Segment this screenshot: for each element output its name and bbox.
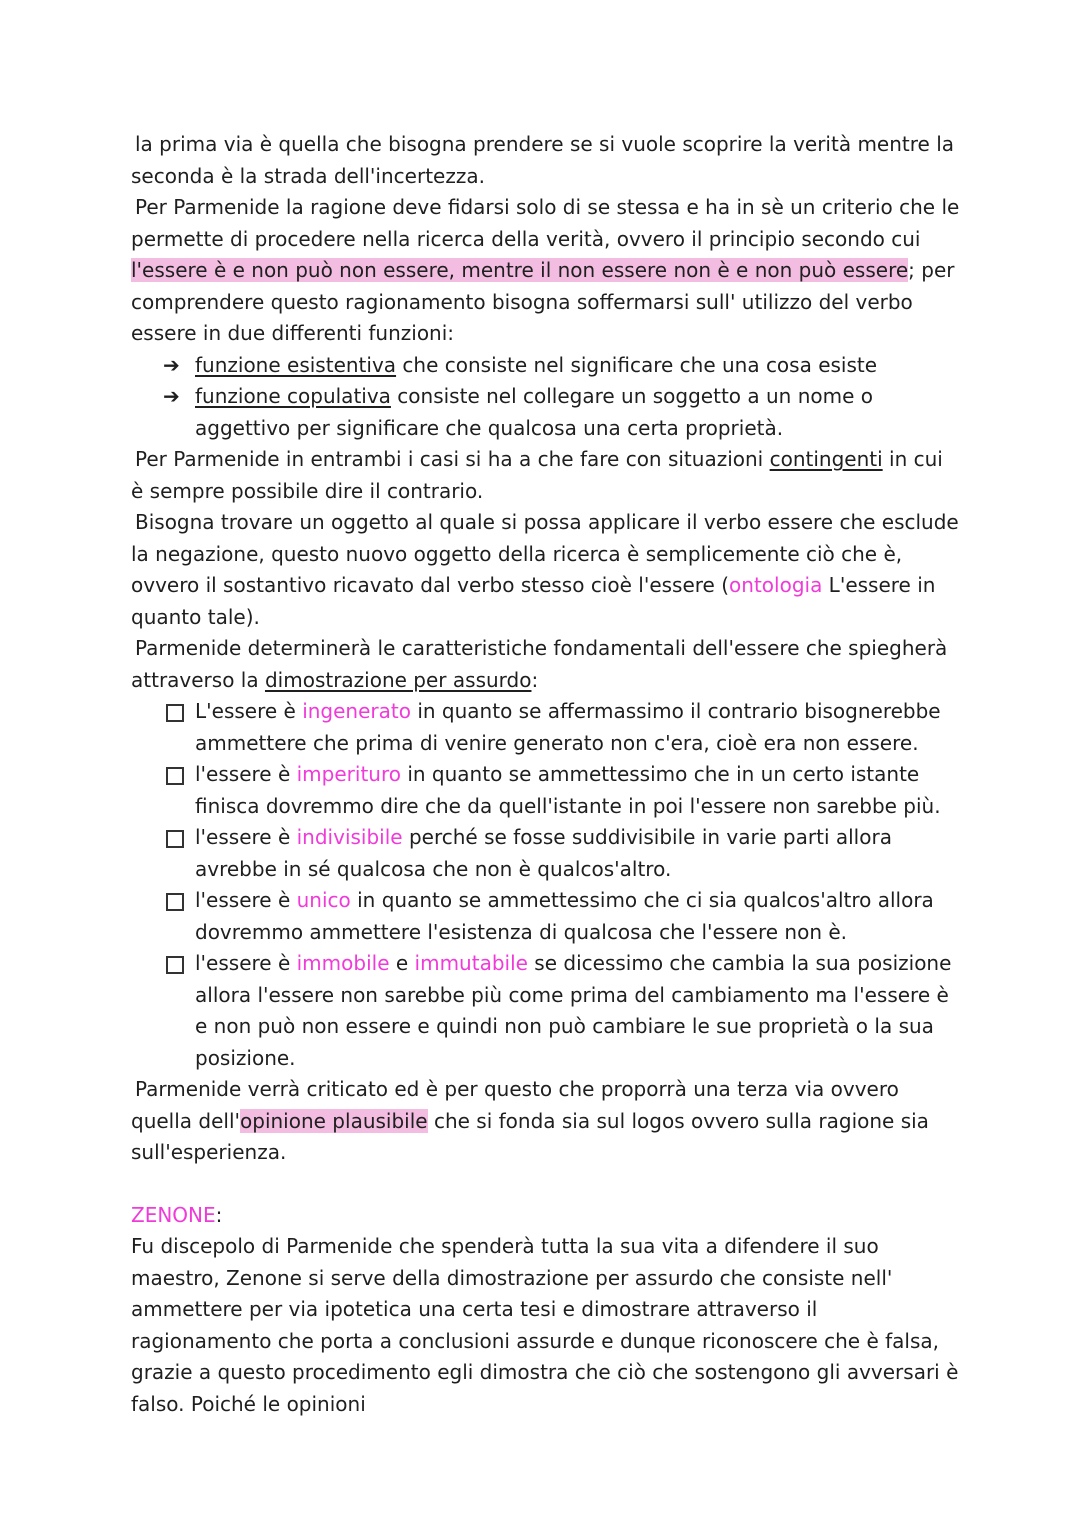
- text: in cui è sempre possibile dire il contrario.: [131, 447, 943, 503]
- term-underlined: funzione copulativa: [195, 384, 391, 408]
- text: ; per comprendere questo ragionamento bisogna soffermarsi sull' utilizzo del verbo essere in due differenti funzioni:: [131, 258, 955, 345]
- keyword-pink: indivisibile: [296, 825, 403, 849]
- text: in quanto se ammettessimo che ci sia qualcos'altro allora dovremmo ammettere l'esistenza di qualcosa che l'essere non è.: [195, 888, 934, 944]
- arrow-right-icon: ➔: [163, 384, 180, 408]
- list-item: [195, 759, 961, 822]
- paragraph-contingenti: [131, 444, 961, 507]
- list-item: [195, 696, 961, 759]
- keyword-pink: immutabile: [414, 951, 528, 975]
- checkbox-icon: [166, 893, 184, 911]
- term-underlined: funzione esistentiva: [195, 352, 397, 377]
- paragraph-zenone: Fu discepolo di Parmenide che spenderà tutta la sua vita a difendere il suo maestro, Zenone si serve della dimostrazione per assurdo che consiste nell' ammettere per via ipotetica una certa tesi e dimostrare attraverso il ragionamento che porta a conclusioni assurde e dunque riconoscere che è falsa, grazie a questo procedimento egli dimostra che ciò che sostengono gli avversari è falso. Poiché le opinioni: [131, 1234, 959, 1416]
- paragraph-caratteristiche: [131, 633, 961, 696]
- paragraph-ragione: [131, 192, 961, 350]
- heading-colon: :: [215, 1202, 223, 1227]
- paragraph-oggetto: [131, 507, 961, 633]
- functions-list: [131, 350, 961, 445]
- text: l'essere è: [195, 762, 297, 786]
- text: Per Parmenide la ragione deve fidarsi solo di se stessa e ha in sè un criterio che le permette di procedere nella ricerca della verità, ovvero il principio secondo cui: [131, 195, 960, 251]
- highlight-principio: l'essere è e non può non essere, mentre il non essere non è e non può essere: [131, 258, 909, 282]
- text: se dicessimo che cambia la sua posizione allora l'essere non sarebbe più come prima del cambiamento ma l'essere è e non può non essere e quindi non può cambiare le sue proprietà o la sua posizione.: [195, 951, 952, 1070]
- highlight-opinione: opinione plausibile: [240, 1108, 428, 1133]
- paragraph-prima-via: la prima via è quella che bisogna prendere se si vuole scoprire la verità mentre la seconda è la strada dell'incertezza.: [131, 132, 955, 188]
- text: L'essere è: [195, 699, 303, 723]
- term-underlined: dimostrazione per assurdo: [264, 667, 532, 692]
- text: che si fonda sia sul logos ovvero sulla ragione sia sull'esperienza.: [131, 1108, 929, 1164]
- text: Bisogna trovare un oggetto al quale si possa applicare il verbo essere che esclude la negazione, questo nuovo oggetto della ricerca è semplicemente ciò che è, ovvero il sostantivo ricavato dal verbo stesso cioè l'essere (: [131, 510, 959, 597]
- text: in quanto se affermassimo il contrario bisognerebbe ammettere che prima di venire generato non c'era, cioè era non essere.: [195, 699, 941, 755]
- paragraph-terza-via: [131, 1074, 961, 1169]
- keyword-pink: immobile: [296, 951, 390, 975]
- checkbox-icon: [166, 956, 184, 974]
- checkbox-icon: [166, 830, 184, 848]
- text: :: [531, 667, 539, 692]
- checkbox-icon: [166, 767, 184, 785]
- text: in quanto se ammettessimo che in un certo istante finisca dovremmo dire che da quell'istante in poi l'essere non sarebbe più.: [195, 762, 941, 818]
- text: perché se fosse suddivisibile in varie parti allora avrebbe in sé qualcosa che non è qualcos'altro.: [195, 825, 892, 881]
- list-item: [163, 350, 961, 382]
- list-item: [195, 822, 961, 885]
- text: Parmenide determinerà le caratteristiche fondamentali dell'essere che spiegherà attraverso la: [131, 636, 948, 692]
- text: l'essere è: [195, 825, 297, 849]
- list-item: [163, 381, 961, 444]
- list-item: [195, 885, 961, 948]
- text: che consiste nel significare che una cosa esiste: [396, 352, 878, 377]
- keyword-pink: unico: [296, 888, 351, 912]
- properties-list: [131, 696, 961, 1074]
- text: l'essere è: [195, 951, 297, 975]
- text: l'essere è: [195, 888, 297, 912]
- text: Per Parmenide in entrambi i casi si ha a che fare con situazioni: [135, 447, 770, 471]
- keyword-pink: ingenerato: [302, 699, 411, 723]
- term-underlined: contingenti: [769, 447, 883, 471]
- keyword-pink: ontologia: [729, 573, 823, 597]
- spacer: [131, 1169, 961, 1200]
- text: consiste nel collegare un soggetto a un nome o aggettivo per significare che qualcosa una certa proprietà.: [195, 384, 873, 440]
- heading-text: ZENONE: [131, 1202, 216, 1227]
- keyword-pink: imperituro: [296, 762, 401, 786]
- arrow-right-icon: ➔: [163, 352, 180, 377]
- list-item: [195, 948, 961, 1074]
- text: L'essere in quanto tale).: [131, 573, 936, 629]
- text: e: [389, 951, 415, 975]
- document-body: [131, 129, 961, 1420]
- text: Parmenide verrà criticato ed è per questo che proporrà una terza via ovvero quella dell': [131, 1077, 899, 1133]
- section-heading-zenone: [131, 1200, 961, 1232]
- checkbox-icon: [166, 704, 184, 722]
